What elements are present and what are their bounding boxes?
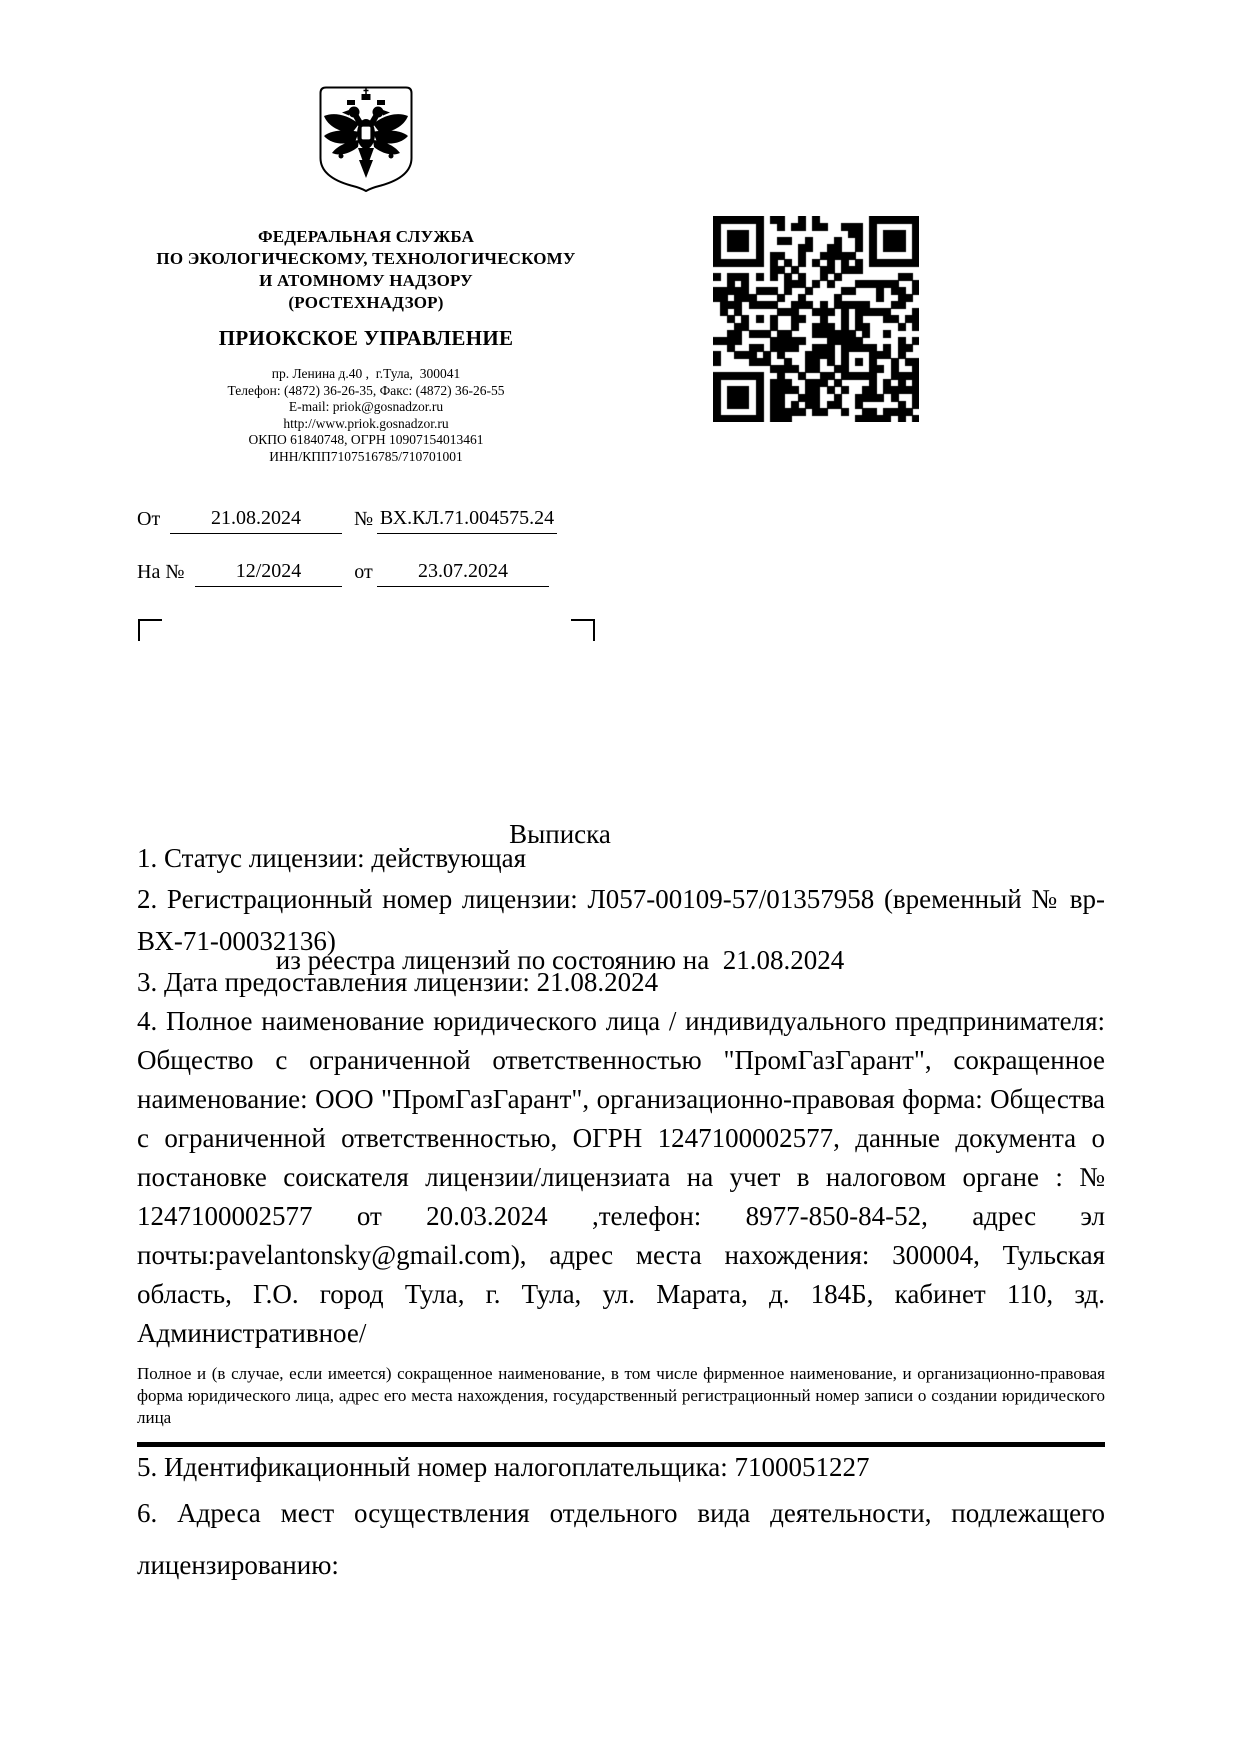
legal-entity-footnote: Полное и (в случае, если имеется) сокращенное наименование, в том числе фирменное наименование, и организационно-правовая форма юридического лица, адрес его места нахождения, государственный регистрационный номер записи о создании юридического лица xyxy=(137,1364,1105,1427)
reply-reference-row xyxy=(137,560,617,587)
agency-name xyxy=(135,226,597,314)
okpo-ogrn: ОКПО 61840748, ОГРН 10907154013461 xyxy=(248,432,484,447)
postal-address: пр. Ленина д.40 , г.Тула, 300041 xyxy=(271,366,461,381)
reply-to-label: На № xyxy=(137,561,185,583)
agency-line-2: ПО ЭКОЛОГИЧЕСКОМУ, ТЕХНОЛОГИЧЕСКОМУ xyxy=(156,249,576,268)
item-grant-date: 3. Дата предоставления лицензии: 21.08.2024 xyxy=(137,967,659,997)
agency-line-1: ФЕДЕРАЛЬНАЯ СЛУЖБА xyxy=(257,227,475,246)
contact-block xyxy=(135,366,597,465)
reference-block xyxy=(137,507,617,587)
email: E-mail: priok@gosnadzor.ru xyxy=(288,399,444,414)
phone-fax: Телефон: (4872) 36-26-35, Факс: (4872) 36-26-55 xyxy=(227,382,505,398)
title-line-1: Выписка xyxy=(509,819,611,849)
reply-number-value: 12/2024 xyxy=(195,560,342,587)
item-taxpayer-number: 5. Идентификационный номер налогоплательщика: 7100051227 xyxy=(137,1452,870,1482)
number-value: ВХ.КЛ.71.004575.24 xyxy=(377,507,557,534)
outgoing-reference-row xyxy=(137,507,617,534)
reply-date-value: 23.07.2024 xyxy=(377,560,549,587)
qr-code xyxy=(713,216,919,422)
address-corner-bracket-right xyxy=(571,619,595,641)
agency-line-3: И АТОМНОМУ НАДЗОРУ xyxy=(259,271,473,290)
item-registration-number: 2. Регистрационный номер лицензии: Л057-00109-57/01357958 (временный № вр-ВХ-71-00032136) xyxy=(137,884,1105,956)
number-label: № xyxy=(353,508,374,530)
inn-kpp: ИНН/КПП7107516785/710701001 xyxy=(269,448,463,464)
letterhead xyxy=(135,86,597,465)
agency-short-name: (РОСТЕХНАДЗОР) xyxy=(288,293,444,312)
from-label: От xyxy=(137,508,161,530)
address-corner-bracket-left xyxy=(138,619,162,641)
division-name: ПРИОКСКОЕ УПРАВЛЕНИЕ xyxy=(218,326,514,350)
document-body xyxy=(137,838,1105,1591)
reply-date-label: от xyxy=(354,561,373,583)
title-line-2: из реестра лицензий по состоянию на 21.08.2024 xyxy=(275,945,845,975)
qr-code-image xyxy=(713,216,919,422)
item-license-status: 1. Статус лицензии: действующая xyxy=(137,843,527,873)
website: http://www.priok.gosnadzor.ru xyxy=(283,415,449,431)
from-date-value: 21.08.2024 xyxy=(170,507,342,534)
coat-of-arms-icon xyxy=(319,86,413,192)
item-legal-entity-details: 4. Полное наименование юридического лица / индивидуального предпринимателя: Общество с ограниченной ответственностью "ПромГазГарант", сокращенное наименование: ООО "ПромГазГарант", организационно-правовая форма: Общества с ограниченной ответственностью, ОГРН 1247100002577, данные документа о постановке соискателя лицензии/лицензиата на учет в налоговом органе : № 1247100002577 от 20.03.2024 ,телефон: 8977-850-84-52, адрес эл почты:pavelantonsky@gmail.com), адрес места нахождения: 300004, Тульская область, Г.О. город Тула, г. Тула, ул. Марата, д. 184Б, кабинет 110, зд. Административное/ xyxy=(137,1006,1105,1348)
item-activity-addresses: 6. Адреса мест осуществления отдельного вида деятельности, подлежащего лицензированию: xyxy=(137,1498,1105,1580)
